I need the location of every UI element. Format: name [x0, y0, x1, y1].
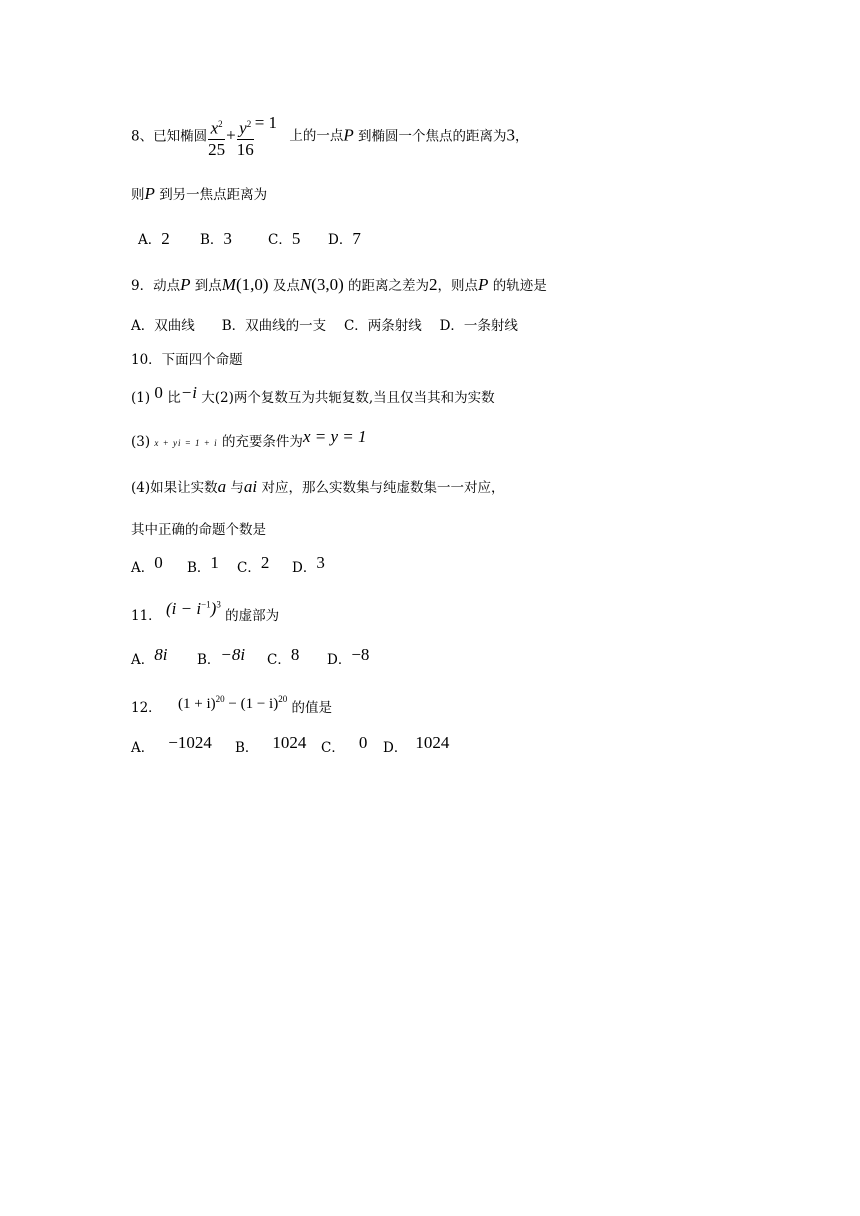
q11-option-b: B．−8i: [197, 645, 246, 668]
q10-option-a: A．0: [131, 553, 163, 576]
q8-prefix: 8、已知椭圆: [131, 128, 208, 145]
q12-options: [131, 733, 450, 757]
q9-stem: 9．动点P 到点M(1,0) 及点N(3,0) 的距离之差为2，则点P 的轨迹是: [131, 275, 547, 294]
q10-options: [131, 553, 325, 577]
q10-title: 10．下面四个命题: [131, 352, 243, 368]
q12-option-c: C． 0: [321, 733, 368, 756]
q8-option-a: A．2: [138, 229, 170, 248]
q11-option-d: D．−8: [327, 645, 370, 668]
q8-options: [138, 228, 361, 249]
q10-question: 其中正确的命题个数是: [131, 522, 266, 538]
ellipse-fraction-y: $\frac{y^2}{16}$: [237, 114, 254, 160]
q8-option-b: B．3: [200, 229, 232, 248]
q12-option-d: D． 1024: [383, 733, 450, 756]
q8-stem: 8、已知椭圆 $\frac{x^2}{25}$ + $\frac{y^2}{16}$ = 1 上的一点P 到椭圆一个焦点的距离为3，: [131, 113, 529, 159]
q8-stem-line2: 则P 到另一焦点距离为: [131, 184, 268, 203]
q11-option-a: A．8i: [131, 645, 168, 668]
q10-option-d: D．3: [292, 553, 325, 576]
q8-option-d: D．7: [328, 229, 361, 248]
q11-stem: 11． $(i - i^{-1})^3$ 的虚部为: [131, 599, 280, 624]
q10-statement-4: (4)如果让实数a 与ai 对应，那么实数集与纯虚数集一一对应，: [131, 477, 505, 496]
q12-stem: 12． $(1 + i)^{20} - (1 - i)^{20}$ 的值是: [131, 694, 332, 716]
q10-statement-1-2: (1) 0 比−i 大(2)两个复数互为共轭复数,当且仅当其和为实数: [131, 383, 495, 406]
q12-expression: $(1 + i)^{20} - (1 - i)^{20}$: [177, 694, 288, 712]
q10-statement-3: (3) x + yi = 1 + i 的充要条件为x = y = 1: [131, 427, 367, 450]
ellipse-fraction-x: $\frac{x^2}{25}$: [208, 114, 225, 160]
q11-options: [131, 645, 370, 669]
q10-option-c: C．2: [237, 553, 270, 576]
q11-expression: $(i - i^{-1})^3$: [165, 599, 221, 618]
q10-option-b: B．1: [187, 553, 219, 576]
q9-options: A．双曲线 B．双曲线的一支 C．两条射线 D．一条射线: [131, 318, 518, 334]
q12-option-a: A． −1024: [131, 733, 212, 756]
q8-option-c: C．5: [268, 229, 301, 248]
q11-option-c: C．8: [267, 645, 300, 668]
q12-option-b: B． 1024: [235, 733, 307, 756]
